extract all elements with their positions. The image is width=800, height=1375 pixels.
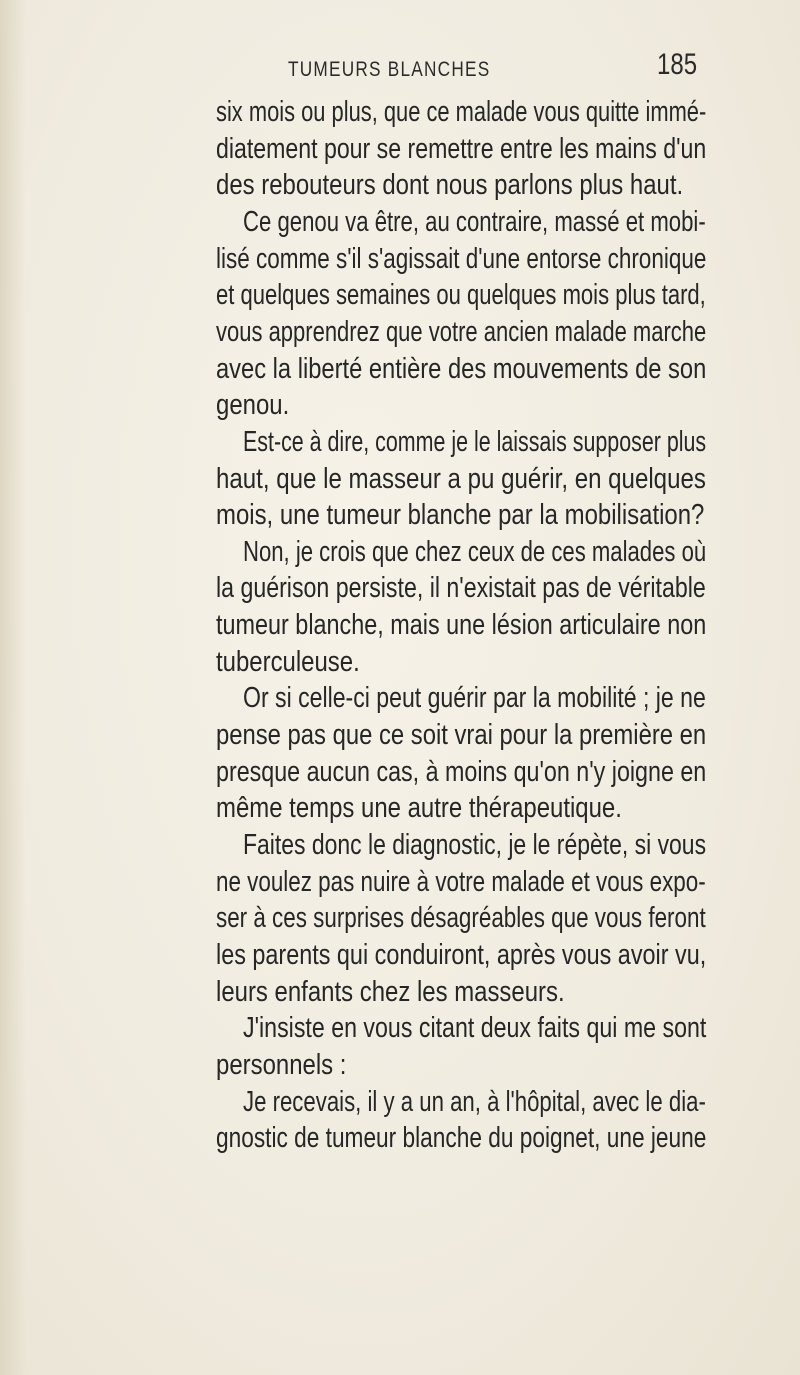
text-line: six mois ou plus, que ce malade vous quitte immé- [216,96,707,128]
text-line: leurs enfants chez les masseurs. [216,975,565,1008]
text-line: ne voulez pas nuire à votre malade et vous expo- [216,865,706,898]
text-line: J'insiste en vous citant deux faits qui me sont [243,1012,707,1045]
text-line: mois, une tumeur blanche par la mobilisation? [216,499,705,532]
text-line: pense pas que ce soit vrai pour la première en [216,719,707,752]
text-line: ser à ces surprises désagréables que vous feront [216,902,706,935]
text-line: Faites donc le diagnostic, je le répète, si vous [243,829,707,861]
text-line: Ce genou va être, au contraire, massé et mobi- [243,205,706,238]
text-line: presque aucun cas, à moins qu'on n'y joigne en [216,755,707,788]
text-line: Je recevais, il y a un an, à l'hôpital, avec le dia- [243,1085,706,1118]
text-line: les parents qui conduiront, après vous avoir vu, [216,938,707,971]
text-line: diatement pour se remettre entre les mains d'un [216,132,707,165]
text-line: Or si celle-ci peut guérir par la mobilité ; je ne [243,682,706,715]
text-line: avec la liberté entière des mouvements de son [216,352,707,385]
page-binding-shadow [0,0,26,1375]
text-line: et quelques semaines ou quelques mois plus tard, [216,279,706,312]
text-line: lisé comme s'il s'agissait d'une entorse chronique [216,242,707,275]
running-title: TUMEURS BLANCHES [288,58,491,81]
text-line: Non, je crois que chez ceux de ces malades où [243,535,707,568]
text-line: genou. [216,389,290,422]
text-line: tumeur blanche, mais une lésion articulaire non [216,609,707,642]
text-line: tuberculeuse. [216,645,360,678]
text-line: Est-ce à dire, comme je le laissais supposer plus [243,425,707,458]
text-line: vous apprendrez que votre ancien malade marche [216,315,707,348]
page-header [0,48,800,90]
page-number: 185 [657,48,698,81]
text-line: des rebouteurs dont nous parlons plus haut. [216,169,684,202]
text-line: la guérison persiste, il n'existait pas de véritable [216,572,706,605]
text-line: même temps une autre thérapeutique. [216,792,622,825]
text-line: haut, que le masseur a pu guérir, en quelques [216,462,706,495]
text-line: gnostic de tumeur blanche du poignet, une jeune [216,1122,707,1155]
text-line: personnels : [216,1048,347,1081]
